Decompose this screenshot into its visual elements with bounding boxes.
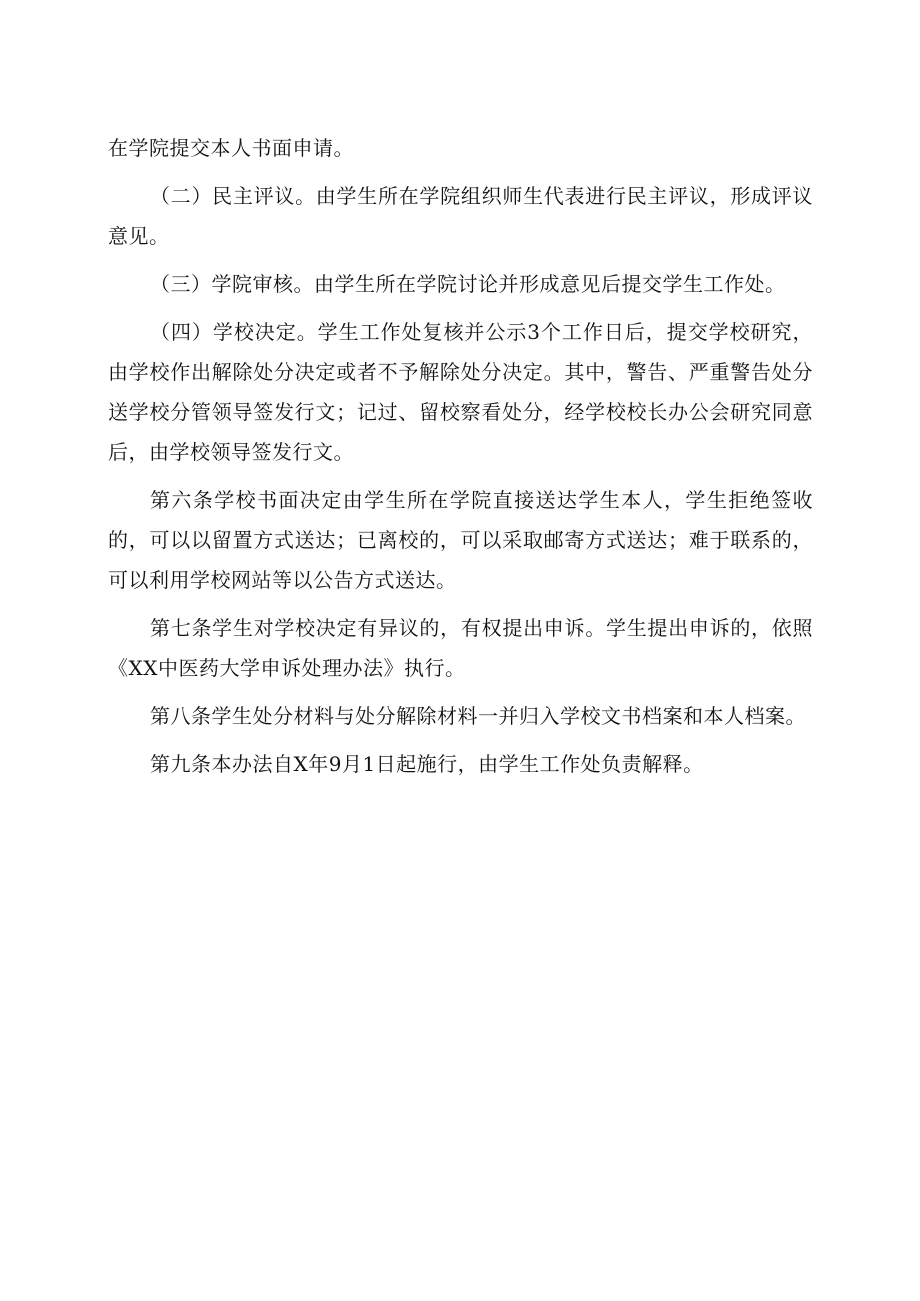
document-body <box>108 128 813 784</box>
paragraph-article-nine: 第九条本办法自X年9月1日起施行，由学生工作处负责解释。 <box>150 752 704 776</box>
paragraph-college-review: （三）学院审核。由学生所在学院讨论并形成意见后提交学生工作处。 <box>150 272 786 296</box>
paragraph-article-seven: 第七条学生对学校决定有异议的，有权提出申诉。学生提出申诉的，依照《XX中医药大学申诉处理办法》执行。 <box>108 616 813 680</box>
paragraph-continuation: 在学院提交本人书面申请。 <box>108 136 354 160</box>
paragraph-democratic-review: （二）民主评议。由学生所在学院组织师生代表进行民主评议，形成评议意见。 <box>108 184 813 248</box>
paragraph-school-decision: （四）学校决定。学生工作处复核并公示3个工作日后，提交学校研究，由学校作出解除处分决定或者不予解除处分决定。其中，警告、严重警告处分送学校分管领导签发行文；记过、留校察看处分，经学校校长办公会研究同意后，由学校领导签发行文。 <box>108 320 813 464</box>
paragraph-article-six: 第六条学校书面决定由学生所在学院直接送达学生本人，学生拒绝签收的，可以以留置方式送达；已离校的，可以采取邮寄方式送达；难于联系的，可以利用学校网站等以公告方式送达。 <box>108 488 813 592</box>
paragraph-article-eight: 第八条学生处分材料与处分解除材料一并归入学校文书档案和本人档案。 <box>150 704 806 728</box>
